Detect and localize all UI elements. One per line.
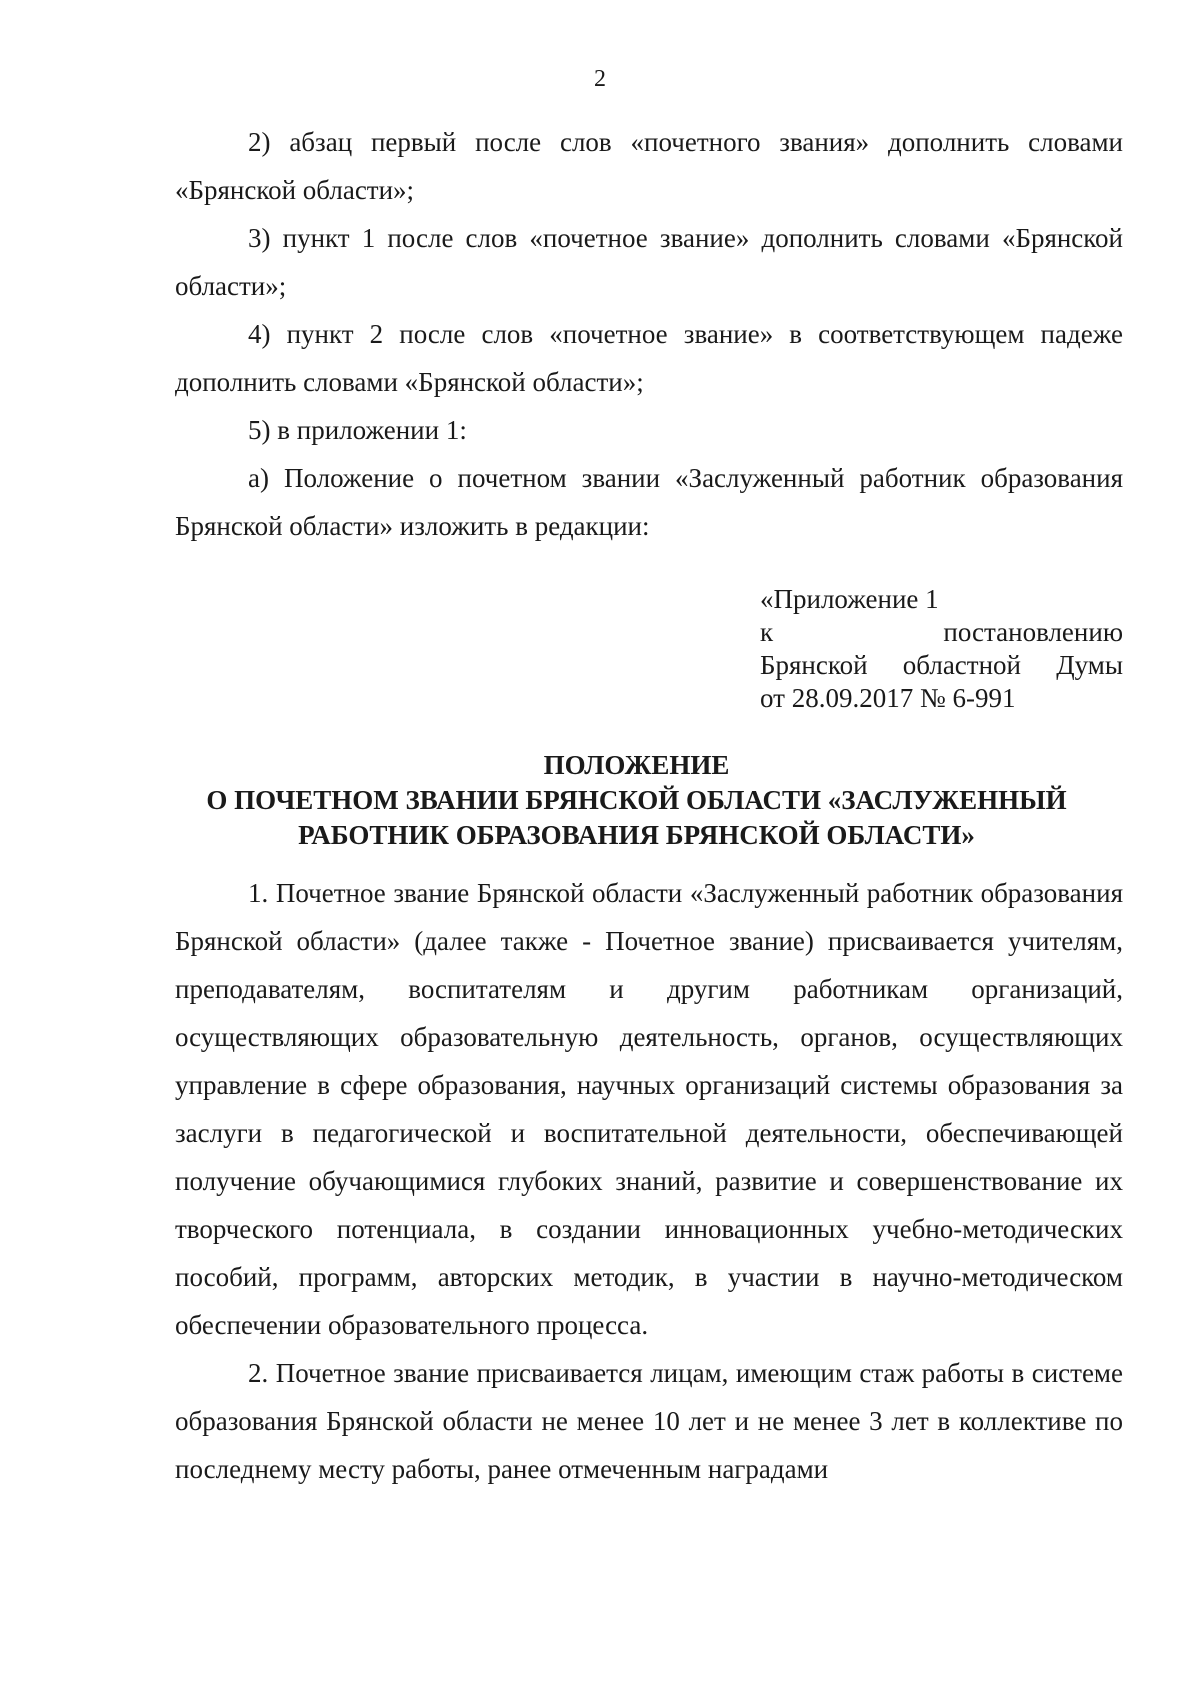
appendix-line-4: от 28.09.2017 № 6-991 [760, 683, 1016, 713]
regulation-body [175, 869, 1123, 1493]
title-line-2: О ПОЧЕТНОМ ЗВАНИИ БРЯНСКОЙ ОБЛАСТИ «ЗАСЛУЖЕННЫЙ [206, 785, 1067, 815]
appendix-line-2: к постановлению [760, 617, 1123, 647]
regulation-paragraph-1: 1. Почетное звание Брянской области «Заслуженный работник образования Брянской области» (далее также - Почетное звание) присваивается учителям, преподавателям, воспитателям и другим работникам организаций, осуществляющих образовательную деятельность, органов, осуществляющих управление в сфере образования, научных организаций системы образования за заслуги в педагогической и воспитательной деятельности, обеспечивающей получение обучающимися глубоких знаний, развитие и совершенствование их творческого потенциала, в создании инновационных учебно-методических пособий, программ, авторских методик, в участии в научно-методическом обеспечении образовательного процесса. [175, 878, 1123, 1340]
document-title [150, 748, 1123, 853]
amendment-paragraph-4: 4) пункт 2 после слов «почетное звание» в соответствующем падеже дополнить словами «Брянской области»; [175, 319, 1123, 397]
appendix-line-1: «Приложение 1 [760, 584, 939, 614]
title-line-3: РАБОТНИК ОБРАЗОВАНИЯ БРЯНСКОЙ ОБЛАСТИ» [298, 820, 975, 850]
amendment-paragraph-a: а) Положение о почетном звании «Заслуженный работник образования Брянской области» изложить в редакции: [175, 463, 1123, 541]
amendments-section [175, 118, 1123, 550]
page-number: 2 [594, 66, 606, 92]
amendment-paragraph-2: 2) абзац первый после слов «почетного звания» дополнить словами «Брянской области»; [175, 127, 1123, 205]
amendment-paragraph-3: 3) пункт 1 после слов «почетное звание» дополнить словами «Брянской области»; [175, 223, 1123, 301]
title-line-1: ПОЛОЖЕНИЕ [543, 750, 730, 780]
amendment-paragraph-5: 5) в приложении 1: [248, 415, 467, 445]
appendix-line-3: Брянской областной Думы [760, 650, 1123, 680]
appendix-reference [760, 583, 1123, 715]
regulation-paragraph-2: 2. Почетное звание присваивается лицам, имеющим стаж работы в системе образования Брянской области не менее 10 лет и не менее 3 лет в коллективе по последнему месту работы, ранее отмеченным наградами [175, 1358, 1123, 1484]
